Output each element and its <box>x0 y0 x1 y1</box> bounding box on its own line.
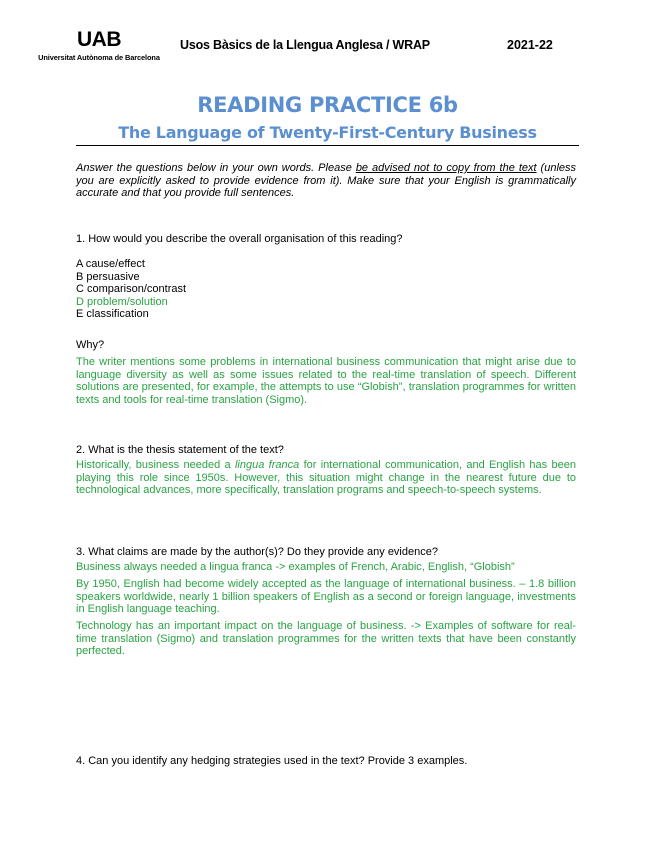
q2-answer-after: for international communication, and English has been playing this role since 1950s. However, this situation might change in the nearest future due to technological advances, more specifically, translation programs and speech-to-speech systems. <box>76 459 576 496</box>
course-title: Usos Bàsics de la Llengua Anglesa / WRAP <box>180 38 430 52</box>
option-a: A cause/effect <box>76 258 145 270</box>
logo-mark: UAB <box>77 28 121 51</box>
why-label: Why? <box>76 339 105 351</box>
question-3-answer-2: By 1950, English had become widely accepted as the language of international business. – 1.8 billion speakers worldwide, nearly 1 billion speakers of English as a second or foreign language, investments in English language teaching. <box>76 578 576 615</box>
instructions-part2: (unless you are explicitly asked to provide evidence from it). Make sure that your English is grammatically accurate and that you provide full sentences. <box>76 162 577 199</box>
question-3-answer-3: Technology has an important impact on the language of business. -> Examples of software for real-time translation (Sigmo) and translation programmes for the written texts that have been constantly perfected. <box>76 620 576 657</box>
option-c: C comparison/contrast <box>76 283 187 295</box>
logo-university-name: Universitat Autònoma de Barcelona <box>38 53 160 62</box>
q2-answer-italic: lingua franca <box>234 459 300 471</box>
option-d-selected: D problem/solution <box>76 295 168 308</box>
title-rule <box>76 145 579 146</box>
option-b: B persuasive <box>76 270 140 283</box>
question-4: 4. Can you identify any hedging strategies used in the text? Provide 3 examples. <box>76 755 468 767</box>
question-2: 2. What is the thesis statement of the text? <box>76 444 284 456</box>
instructions-underlined: be advised not to copy from the text <box>355 162 537 174</box>
academic-year: 2021-22 <box>507 38 553 52</box>
q2-answer-before: Historically, business needed a <box>76 459 235 471</box>
page-subtitle: The Language of Twenty-First-Century Business <box>118 123 537 142</box>
question-1: 1. How would you describe the overall organisation of this reading? <box>76 233 403 245</box>
option-e: E classification <box>76 308 149 320</box>
uab-logo <box>24 30 174 62</box>
question-1-options <box>76 258 576 321</box>
question-2-answer <box>76 459 576 497</box>
question-3: 3. What claims are made by the author(s)? Do they provide any evidence? <box>76 546 438 558</box>
instructions <box>76 162 576 200</box>
page-title: READING PRACTICE 6b <box>197 93 458 117</box>
question-1-answer: The writer mentions some problems in international business communication that might arise due to language diversity as well as some issues related to the real-time translation of speech. Different solutions are presented, for example, the attempts to use “Globish”, translation programmes for written texts and tools for real-time translation (Sigmo). <box>76 356 576 406</box>
question-3-answer-1: Business always needed a lingua franca -> examples of French, Arabic, English, “Globish” <box>76 561 515 573</box>
instructions-part1: Answer the questions below in your own words. Please <box>76 162 356 174</box>
